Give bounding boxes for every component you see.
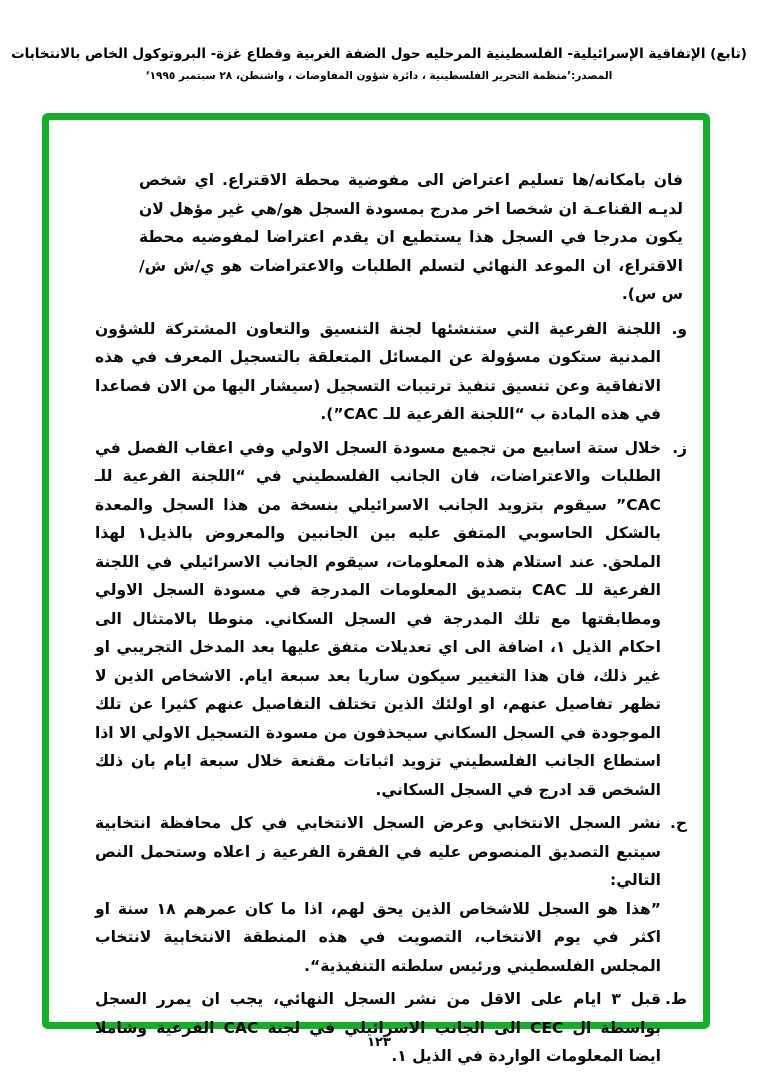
header-title: (تابع) الإتفاقية الإسرائيلية- الفلسطينية المرحليه حول الضفة الغربية وقطاع غزة- البروتوكول الخاص بالانتخابات — [11, 46, 747, 62]
clause-marker: ط. — [665, 990, 687, 1008]
page-number: ١٢٣ — [367, 1035, 391, 1050]
clause-text — [95, 809, 661, 980]
clause-text — [95, 434, 661, 805]
clause-paragraph: اللجنة الفرعية التي ستنشئها لجنة التنسيق والتعاون المشتركة للشؤون المدنية ستكون مسؤولة عن المسائل المتعلقة بالتسجيل المعرف في هذه الاتفاقية وعن تنسيق تنفيذ ترتيبات التسجيل (سيشار اليها من الان فصاعدا في هذه المادة ب “اللجنة الفرعية للـ CAC”). — [95, 319, 661, 423]
clause-list — [95, 315, 687, 1071]
clause-item — [95, 809, 687, 980]
clause-text — [95, 985, 661, 1071]
clause-item — [95, 434, 687, 805]
clause-paragraph: ”هذا هو السجل للاشخاص الذين يحق لهم، اذا ما كان عمرهم ١٨ سنة او اكثر في يوم الانتخاب، التصويت في هذه المنطقة الانتخابية لانتخاب المجلس الفلسطيني ورئيس سلطته التنفيذية“. — [95, 899, 661, 975]
clause-item — [95, 315, 687, 429]
clause-item — [95, 985, 687, 1071]
clause-marker: ح. — [669, 814, 687, 832]
header-source: المصدر:’منظمة التحرير الفلسطينية ، دائرة شؤون المفاوضات ، واشنطن، ٢٨ سبتمبر ١٩٩٥‘ — [145, 70, 613, 82]
clause-paragraph: خلال ستة اسابيع من تجميع مسودة السجل الاولي وفي اعقاب الفصل في الطلبات والاعتراضات، فان الجانب الفلسطيني في “اللجنة الفرعية للـ CAC” سيقوم بتزويد الجانب الاسرائيلي بنسخة من هذا السجل والمعدة بالشكل الحاسوبي المتفق عليه بين الجانبين والمعروض بالذيل١ لهذا الملحق. عند استلام هذه المعلومات، سيقوم الجانب الاسرائيلي في اللجنة الفرعية للـ CAC بتصديق المعلومات المدرجة في مسودة السجل الاولي ومطابقتها مع تلك المدرجة في السجل السكاني. منوطا بالامتثال الى احكام الذيل ١، اضافة الى اي تعديلات متفق عليها بعد المدخل التجريبي او غير ذلك، فان هذا التغيير سيكون ساريا بعد سبعة ايام. الاشخاص الذين لا تظهر تفاصيل عنهم، او اولئك الذين تختلف التفاصيل عنهم كثيرا عن تلك الموجودة في السجل السكاني سيحذفون من مسودة التسجيل الاولي الا اذا استطاع الجانب الفلسطيني تزويد اثباتات مقنعة خلال سبعة ايام بان ذلك الشخص قد ادرج في السجل السكاني. — [95, 438, 661, 799]
page-header — [0, 46, 758, 82]
continuation-paragraph: فان بامكانه/ها تسليم اعتراض الى مفوضية محطة الاقتراع. اي شخص لديـه القناعـة ان شخصا اخر مدرج بمسودة السجل هو/هي غير مؤهل لان يكون مدرجا في السجل هذا يستطيع ان يقدم اعتراضا لمفوضيه محطة الاقتراع، ان الموعد النهائي لتسلم الطلبات والاعتراضات هو ي/ش ش/س س). — [139, 171, 683, 303]
clause-paragraph: نشر السجل الانتخابي وعرض السجل الانتخابي في كل محافظة انتخابية سيتبع التصديق المنصوص عليه في الفقرة الفرعية ز اعلاه وستحمل النص التالي: — [95, 814, 661, 889]
clause-paragraph: قبل ٣ ايام على الاقل من نشر السجل النهائي، يجب ان يمرر السجل بواسطة ال CEC الى الجانب الاسرائيلي في لجنة CAC الفرعية وشاملا ايضا المعلومات الواردة في الذيل ١. — [95, 990, 661, 1065]
clause-marker: ز. — [672, 438, 687, 457]
clause-marker: و. — [671, 319, 687, 338]
clause-text — [95, 315, 661, 429]
